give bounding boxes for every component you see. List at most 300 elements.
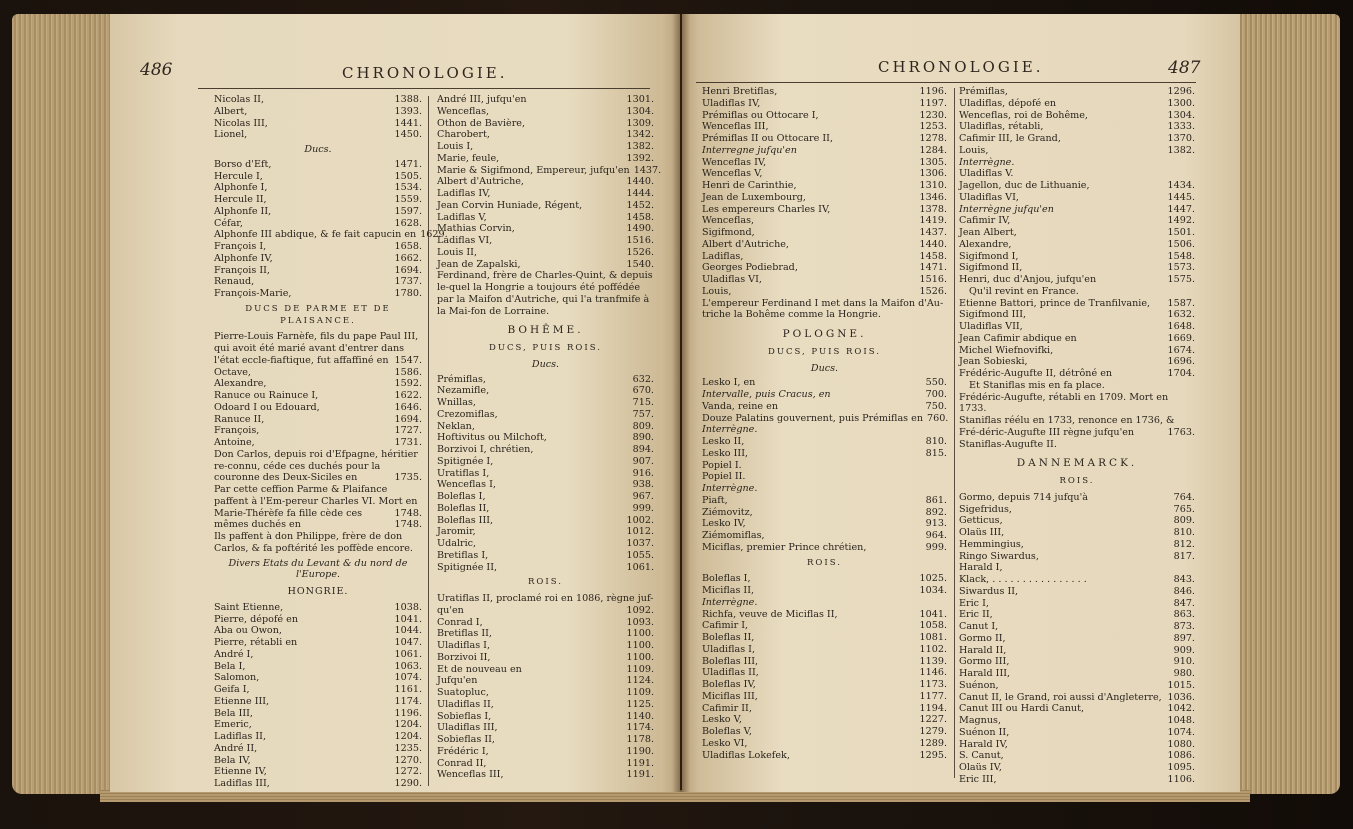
entry-year: 999. [632,502,654,514]
entry-name: Olaüs IV, [959,762,1002,773]
entry-year: 1516. [919,274,947,285]
entry-year [1191,562,1195,574]
chronology-entry [437,200,654,212]
entry-year: 1197. [919,97,947,109]
chronology-entry [702,145,947,157]
chronology-entry [959,527,1195,539]
entry-year: 1506. [1167,238,1195,250]
chronology-entry [702,401,947,413]
entry-name: Suénon, [959,679,999,691]
entry-year: 1388. [394,94,422,105]
entry-year: 1452. [626,199,654,211]
chronology-entry [702,495,947,507]
entry-year: 1393. [394,105,422,117]
entry-name: Borso d'Eft, [214,158,272,170]
entry-year: 810. [1173,527,1195,538]
chronology-entry [959,251,1195,263]
entry-name: Sigifmond, [702,227,755,238]
entry-name: Eric II, [959,609,993,621]
chronology-entry [702,620,947,632]
entry-year: 873. [1173,621,1195,632]
left-column-divider [428,96,429,786]
entry-name: Wenceflas IV, [702,156,767,168]
entry-year: 1080. [1167,738,1195,750]
chronology-entry [214,778,422,790]
paragraph-text: Par cette ceffion Parme & Plaifance paffent à l'Em-pereur Charles VI. Mort en [214,484,418,507]
entry-name: Aba ou Owon, [214,625,282,637]
chronology-entry [437,176,654,188]
chronology-entry [702,133,947,145]
entry-name: Octave, [214,366,251,378]
right-column-divider [954,88,955,778]
entry-year: 1100. [626,640,654,651]
entry-year: 1227. [919,714,947,726]
entry-year: 907. [632,455,654,467]
entry-name: Boleflas II, [702,632,755,643]
chronology-paragraph [702,298,947,322]
entry-name: Vanda, reine en [702,400,778,412]
entry-name: Albert d'Autriche, [437,176,524,188]
entry-year: 1309. [626,117,654,129]
chronology-entry [214,672,422,684]
chronology-entry [437,652,654,664]
subsection-heading: Ducs. [304,144,332,155]
entry-year: 1440. [919,238,947,250]
chronology-entry [214,649,422,661]
chronology-entry [702,597,947,609]
entry-year: 1025. [919,573,947,585]
entry-year: 1301. [626,94,654,105]
paragraph-text: Qu'il revint en France. [969,285,1079,297]
entry-year: 1370. [1167,133,1195,144]
entry-year: 1763. [1167,426,1195,438]
chronology-entry [214,602,422,614]
entry-name: Cafimir II, [702,702,752,714]
entry-name: Bela III, [214,707,253,719]
entry-name: Lesko I, en [702,377,756,389]
paragraph-text: Frédéric-Augufte, rétabli en 1709. Mort en 1733. [959,391,1169,415]
chronology-entry [702,168,947,180]
right-page-number: 487 [1168,58,1201,78]
entry-name: Ladiflas V, [437,211,487,223]
entry-year: 1284. [919,144,947,156]
entry-name: Louis I, [437,141,474,152]
entry-name: Sigifmond III, [959,309,1027,321]
chronology-entry [214,288,422,300]
chronology-entry [959,539,1195,551]
entry-name: Uladiflas Lokefek, [702,749,790,761]
entry-name: Harald IV, [959,738,1008,750]
entry-year: 1093. [626,616,654,628]
entry-year: 1041. [919,608,947,620]
chronology-entry [959,262,1195,274]
chronology-entry [702,389,947,401]
chronology-entry [702,262,947,274]
entry-year: 1146. [919,667,947,679]
entry-year: 810. [925,436,947,447]
chronology-paragraph [214,531,422,555]
paragraph-text: L'empereur Ferdinand I met dans la Maifon d'Au-triche la Bohême comme la Hongrie. [702,297,944,321]
entry-year: 1492. [1167,215,1195,227]
chronology-entry [959,750,1195,762]
entry-year: 1125. [626,698,654,710]
entry-year: 1310. [919,180,947,191]
chronology-entry [959,110,1195,122]
chronology-entry [214,755,422,767]
entry-year: 1174. [626,722,654,734]
entry-year: 1047. [394,637,422,648]
entry-name: Et de nouveau en [437,663,522,675]
paragraph-text: Pierre-Louis Farnèfe, fils du pape Paul III, qui avoit été marié avant d'entrer dans l'état eccle-fiaftique, fut affaffiné en [214,331,419,366]
chronology-entry [959,739,1195,751]
entry-name: André III, jufqu'en [437,94,527,105]
entry-year: 1074. [394,672,422,684]
entry-name: Uratiflas I, [437,467,490,479]
entry-year: 1648. [1167,321,1195,332]
entry-name: Interregne jufqu'en [702,144,797,156]
entry-year: 1306. [919,168,947,180]
chronology-entry [214,106,422,118]
chronology-entry [959,145,1195,157]
entry-year: 1669. [1167,332,1195,344]
section-subtitle: DUCS, PUIS ROIS. [489,343,602,353]
entry-year: 1204. [394,719,422,731]
chronology-entry [437,664,654,676]
chronology-paragraph [959,415,1195,439]
entry-year: 1272. [394,766,422,778]
entry-name: Boleflas III, [437,514,494,526]
entry-year [1191,157,1195,169]
entry-name: Lesko V, [702,714,742,726]
entry-name: Prémiflas ou Ottocare I, [702,109,819,121]
entry-name: Alexandre, [959,238,1012,250]
entry-year: 1012. [626,526,654,538]
entry-year: 913. [925,518,947,530]
chronology-entry [959,180,1195,192]
chronology-entry [959,239,1195,251]
entry-year: 1086. [1167,750,1195,762]
chronology-entry [437,769,654,781]
chronology-entry [702,483,947,495]
chronology-entry [437,94,654,106]
entry-name: Boleflas II, [437,502,490,514]
entry-name: Ziémomiflas, [702,530,765,541]
entry-name: Lionel, [214,129,248,141]
chronology-entry [437,164,662,177]
entry-year: 1437. [633,164,662,176]
left-page [110,14,680,792]
entry-name: Boleflas I, [702,573,751,585]
chronology-entry [437,432,654,444]
entry-name: Borzivoi II, [437,651,491,663]
chronology-entry [214,414,422,426]
entry-year: 670. [632,385,654,397]
page-edges-right [1238,14,1340,794]
chronology-entry [437,223,654,235]
entry-year: 1447. [1167,203,1195,215]
entry-year: 1694. [394,264,422,276]
entry-name: Miciflas, premier Prince chrétien, [702,541,867,553]
entry-name: Hemmingius, [959,538,1024,550]
entry-name: Ziémovitz, [702,506,753,518]
entry-name: Klack, . . . . . . . . . . . . . . . . [959,574,1087,585]
entry-name: Uladiflas IV, [702,97,761,109]
entry-name: Gormo, depuis 714 jufqu'à [959,491,1088,503]
left-header-rule [198,88,650,89]
entry-name: Canut II, le Grand, roi aussi d'Angleterre, [959,691,1162,703]
entry-name: Albert d'Autriche, [702,238,789,250]
entry-year: 1392. [626,152,654,164]
entry-name: Lesko IV, [702,518,746,530]
entry-name: Getticus, [959,515,1003,527]
chronology-entry [437,746,654,758]
entry-year: 967. [632,491,654,502]
chronology-entry [959,551,1195,563]
entry-year: 863. [1173,609,1195,621]
chronology-entry [437,562,654,574]
subsection-heading: Ducs. [810,362,839,374]
chronology-entry [702,227,947,239]
entry-name: Wenceflas, [702,215,755,227]
entry-year: 1041. [394,613,422,625]
entry-year: 1196. [919,86,947,97]
entry-year: 1490. [626,223,654,235]
entry-name: Piaft, [702,494,728,506]
entry-year: 1074. [1167,726,1195,738]
entry-year: 809. [632,420,654,432]
entry-year [943,471,947,483]
entry-name: Richfa, veuve de Miciflas II, [702,608,838,620]
entry-name: Popiel II. [702,471,746,483]
entry-year: 815. [925,447,947,459]
entry-name: Harald I, [959,562,1003,574]
entry-year: 1055. [626,549,654,561]
chronology-entry [702,573,947,585]
entry-name: Etienne III, [214,695,270,707]
entry-name: Jean Cafimir abdique en [959,332,1077,344]
entry-name: Crezomiflas, [437,408,498,420]
entry-year: 1471. [919,262,947,274]
entry-year: 1382. [1167,144,1195,156]
left-running-header: CHRONOLOGIE. [342,64,508,82]
chronology-entry [702,377,947,389]
chronology-entry [702,738,947,750]
entry-year: 1622. [394,390,422,401]
entry-year: 843. [1173,574,1195,585]
entry-year: 1002. [626,514,654,526]
entry-name: Jufqu'en [437,675,478,687]
entry-name: Jaromir, [437,526,476,538]
left-col-2 [437,94,662,781]
entry-year: 1095. [1167,762,1195,773]
entry-name: Mathias Corvin, [437,223,515,235]
chronology-entry [214,159,422,171]
entry-year: 1573. [1167,262,1195,274]
entry-name: Lesko VI, [702,737,748,749]
entry-name: Alphonfe IV, [214,252,273,264]
entry-year: 1646. [394,401,422,413]
entry-year: 1109. [626,687,654,698]
chronology-entry [959,168,1195,180]
entry-year: 1559. [394,194,422,205]
chronology-entry [959,762,1195,774]
section-heading: HONGRIE. [287,586,349,597]
chronology-entry [959,680,1195,692]
entry-name: Eric III, [959,773,997,785]
chronology-entry [959,692,1195,704]
chronology-entry [214,766,422,778]
chronology-entry [214,625,422,637]
entry-name: Lesko II, [702,436,745,447]
entry-year: 847. [1173,597,1195,609]
entry-year: 1305. [919,156,947,168]
chronology-entry [702,518,947,530]
entry-year: 1304. [626,105,654,117]
chronology-entry [214,241,422,253]
section-subtitle: DUCS DE PARME ET DE PLAISANCE. [245,303,391,326]
entry-year: 1230. [919,109,947,121]
entry-year: 1342. [626,129,654,141]
entry-name: Pierre, rétabli en [214,637,298,648]
entry-year: 1081. [919,632,947,643]
entry-name: Uladiflas VI, [702,274,762,285]
entry-name: Céfar, [214,217,243,229]
chronology-entry [702,609,947,621]
chronology-entry [437,385,654,397]
chronology-entry [702,215,947,227]
chronology-entry [959,504,1195,516]
entry-name: Alphonfe II, [214,205,272,217]
entry-year: 1534. [394,182,422,194]
entry-year: 764. [1173,491,1195,503]
entry-name: Etienne IV, [214,766,267,778]
entry-year: 1587. [1167,297,1195,309]
right-running-header: CHRONOLOGIE. [878,58,1044,76]
chronology-entry [959,204,1195,216]
entry-year: 1445. [1167,191,1195,203]
chronology-entry [702,679,947,691]
entry-year: 760. [927,412,949,424]
chronology-entry [959,656,1195,668]
chronology-entry [437,212,654,224]
entry-name: André I, [214,648,254,660]
chronology-entry [959,321,1195,333]
chronology-entry [214,425,422,437]
entry-year: 1382. [626,141,654,152]
chronology-entry [214,194,422,206]
chronology-entry [437,374,654,386]
chronology-entry [214,265,422,277]
chronology-entry [959,609,1195,621]
entry-name: Michel Wiefnovifki, [959,344,1054,356]
entry-name: Popiel I. [702,459,742,471]
entry-year: 1662. [394,252,422,264]
entry-name: Etienne Battori, prince de Tranfilvanie, [959,297,1151,309]
chronology-entry [959,333,1195,345]
chronology-entry [437,456,654,468]
chronology-paragraph [437,270,654,317]
chronology-entry [959,98,1195,110]
entry-year: 1471. [394,158,422,170]
entry-year: 1694. [394,413,422,425]
chronology-entry [437,503,654,515]
chronology-entry [702,413,947,425]
entry-year: 1290. [394,778,422,789]
entry-name: Staniflas-Augufte II. [959,438,1057,450]
entry-name: Hoftivitus ou Milchoft, [437,432,547,444]
chronology-entry [959,439,1195,451]
chronology-paragraph [214,508,422,532]
entry-year: 1780. [394,288,422,299]
entry-name: Ladiflas IV, [437,188,491,199]
entry-name: Nicolas II, [214,94,265,105]
chronology-entry [959,345,1195,357]
entry-name: Prémiflas, [959,86,1008,97]
entry-name: Uladiflas III, [437,722,498,734]
chronology-entry [214,182,422,194]
entry-year: 1191. [626,757,654,769]
entry-year: 1300. [1167,97,1195,109]
entry-name: Interrègne. [959,156,1015,168]
section-subtitle: ROIS. [1059,476,1095,486]
entry-name: Interrègne. [702,424,758,436]
chronology-entry [702,460,947,472]
chronology-paragraph [959,286,1195,298]
entry-year: 1632. [1167,309,1195,321]
entry-year: 1270. [394,754,422,766]
chronology-entry [702,204,947,216]
entry-name: Marie, feule, [437,152,500,164]
right-col-1 [702,86,947,761]
entry-year: 1378. [919,203,947,215]
entry-name: Uladiflas, rétabli, [959,121,1044,133]
chronology-entry [959,492,1195,504]
entry-name: Albert, [214,105,248,117]
chronology-entry [702,251,947,263]
entry-name: François II, [214,264,270,276]
subsection-heading: Ducs. [531,358,560,370]
entry-year: 1061. [394,648,422,660]
entry-name: Canut I, [959,621,999,632]
entry-name: Alphonfe III abdique, & fe fait capucin en [214,229,417,241]
entry-year: 1540. [626,258,654,270]
entry-year: 1547. [394,354,422,366]
entry-name: Interrègne jufqu'en [959,203,1054,215]
entry-year: 1735. [394,472,422,484]
entry-name: Marie & Sigifmond, Empereur, jufqu'en [437,164,630,176]
entry-name: Eric I, [959,597,989,609]
paragraph-text: Uratiflas II, proclamé roi en 1086, règne juf-qu'en [437,593,654,616]
entry-year: 550. [925,377,947,389]
paragraph-text: Et Staniflas mis en fa place. [969,379,1105,391]
chronology-entry [437,491,654,503]
entry-name: Boleflas I, [437,491,486,502]
chronology-entry [959,645,1195,657]
entry-year: 861. [925,494,947,506]
chronology-entry [702,726,947,738]
entry-year: 1458. [919,250,947,262]
entry-year: 910. [1173,656,1195,668]
entry-year: 1450. [394,129,422,141]
chronology-entry [959,598,1195,610]
chronology-entry [437,675,654,687]
entry-name: Jean Albert, [959,227,1017,238]
entry-name: Wenceflas I, [437,479,496,491]
chronology-entry [959,368,1195,380]
paragraph-text: Staniflas réélu en 1733, renonce en 1736, & Fré-déric-Augufte III règne jufqu'en [959,415,1175,438]
entry-name: Wenceflas, roi de Bohême, [959,109,1088,121]
entry-year: 1658. [394,241,422,252]
